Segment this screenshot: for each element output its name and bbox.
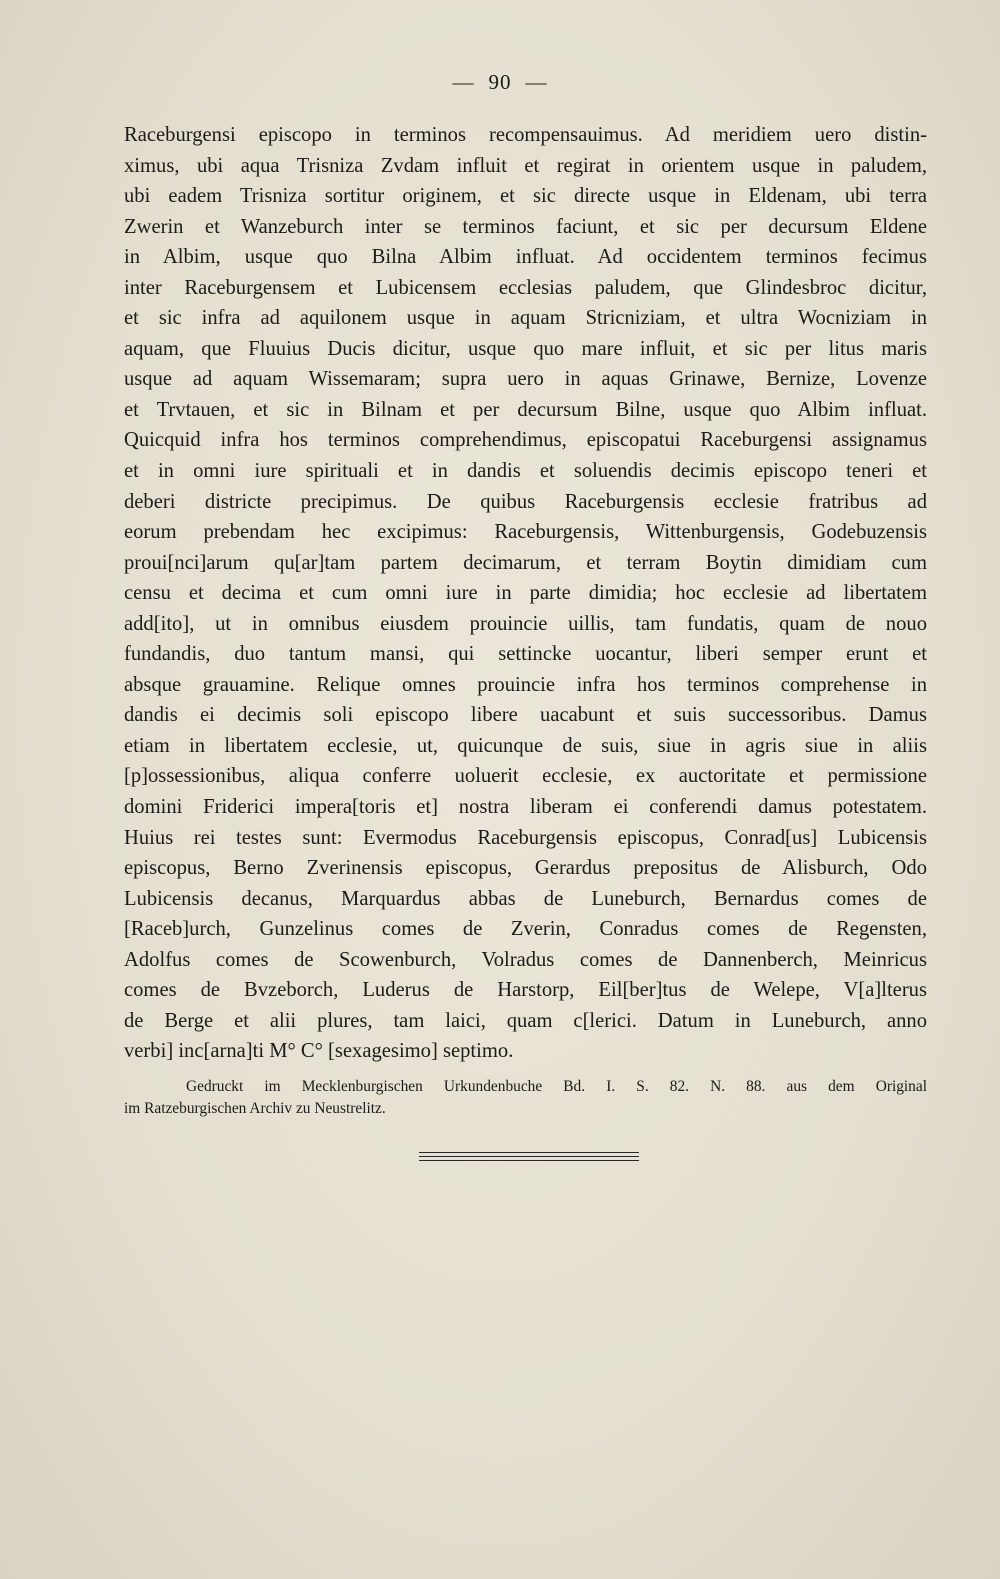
text-line: usque ad aquam Wissemaram; supra uero in aquas Grinawe, Bernize, Lovenze [124, 368, 927, 391]
text-line: comes de Bvzeborch, Luderus de Harstorp, Eil[ber]tus de Welepe, V[a]lterus [124, 979, 927, 1002]
text-line: Huius rei testes sunt: Evermodus Raceburgensis episcopus, Conrad[us] Lubicensis [124, 826, 927, 849]
text-line-final: verbi] inc[arna]ti M° C° [sexagesimo] septimo. [124, 1040, 514, 1063]
text-line: absque grauamine. Relique omnes prouincie infra hos terminos comprehense in [124, 673, 927, 696]
text-line: ubi eadem Trisniza sortitur originem, et sic directe usque in Eldenam, ubi terra [124, 185, 927, 208]
closing-rule [419, 1156, 639, 1157]
text-line: [Raceb]urch, Gunzelinus comes de Zverin, Conradus comes de Regensten, [124, 918, 927, 941]
text-line: [p]ossessionibus, aliqua conferre uoluerit ecclesie, ex auctoritate et permissione [124, 765, 927, 788]
text-line: Quicquid infra hos terminos comprehendimus, episcopatui Raceburgensi assignamus [124, 429, 927, 452]
text-line: deberi districte precipimus. De quibus Raceburgensis ecclesie fratribus ad [124, 490, 927, 513]
charter-text [124, 120, 927, 1067]
text-line: dandis ei decimis soli episcopo libere uacabunt et suis successoribus. Damus [124, 704, 927, 727]
closing-rule [419, 1160, 639, 1161]
source-note [124, 1076, 927, 1120]
page-number-dash-left: — [452, 70, 475, 94]
text-line: et in omni iure spirituali et in dandis et soluendis decimis episcopo teneri et [124, 460, 927, 483]
text-line: in Albim, usque quo Bilna Albim influat. Ad occidentem terminos fecimus [124, 246, 927, 269]
text-line: domini Friderici impera[toris et] nostra liberam ei conferendi damus potestatem. [124, 796, 927, 819]
closing-rule [419, 1152, 639, 1153]
page-number-dash-right: — [525, 70, 548, 94]
text-line: Lubicensis decanus, Marquardus abbas de Luneburch, Bernardus comes de [124, 887, 927, 910]
text-line: de Berge et alii plures, tam laici, quam c[lerici. Datum in Luneburch, anno [124, 1009, 927, 1032]
text-line: add[ito], ut in omnibus eiusdem prouincie uillis, tam fundatis, quam de nouo [124, 612, 927, 635]
text-line: fundandis, duo tantum mansi, qui settincke uocantur, liberi semper erunt et [124, 643, 927, 666]
text-line: proui[nci]arum qu[ar]tam partem decimarum, et terram Boytin dimidiam cum [124, 551, 927, 574]
text-line: etiam in libertatem ecclesie, ut, quicunque de suis, siue in agris siue in aliis [124, 734, 927, 757]
text-line: Zwerin et Wanzeburch inter se terminos faciunt, et sic per decursum Eldene [124, 215, 927, 238]
page-number [0, 70, 1000, 95]
page-number-value: 90 [488, 70, 512, 94]
text-line: inter Raceburgensem et Lubicensem ecclesias paludem, que Glindesbroc dicitur, [124, 276, 927, 299]
text-line: episcopus, Berno Zverinensis episcopus, Gerardus prepositus de Alisburch, Odo [124, 857, 927, 880]
source-note-line: im Ratzeburgischen Archiv zu Neustrelitz. [124, 1100, 386, 1117]
source-note-line: Gedruckt im Mecklenburgischen Urkundenbuche Bd. I. S. 82. N. 88. aus dem Original [186, 1078, 927, 1095]
text-line: aquam, que Fluuius Ducis dicitur, usque quo mare influit, et sic per litus maris [124, 337, 927, 360]
text-line: ximus, ubi aqua Trisniza Zvdam influit et regirat in orientem usque in paludem, [124, 154, 927, 177]
text-line: Raceburgensi episcopo in terminos recompensauimus. Ad meridiem uero distin- [124, 124, 927, 146]
text-line: et sic infra ad aquilonem usque in aquam Stricniziam, et ultra Wocniziam in [124, 307, 927, 330]
text-line: eorum prebendam hec excipimus: Raceburgensis, Wittenburgensis, Godebuzensis [124, 521, 927, 544]
text-line: censu et decima et cum omni iure in parte dimidia; hoc ecclesie ad libertatem [124, 582, 927, 605]
text-line: et Trvtauen, et sic in Bilnam et per decursum Bilne, usque quo Albim influat. [124, 398, 927, 421]
text-line: Adolfus comes de Scowenburch, Volradus comes de Dannenberch, Meinricus [124, 948, 927, 971]
